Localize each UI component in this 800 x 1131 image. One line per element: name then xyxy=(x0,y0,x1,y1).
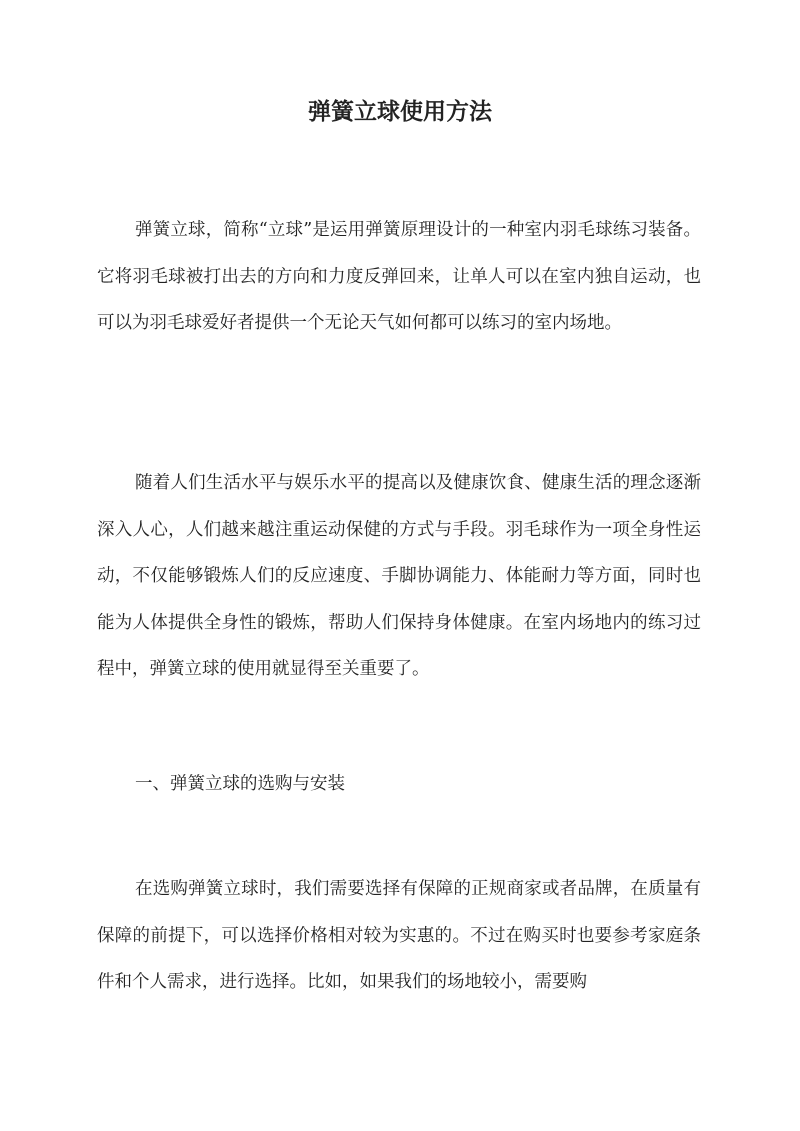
intro-paragraph: 弹簧立球，简称“立球”是运用弹簧原理设计的一种室内羽毛球练习装备。它将羽毛球被打出去的方向和力度反弹回来，让单人可以在室内独自运动，也可以为羽毛球爱好者提供一个无论天气如何都可以练习的室内场地。 xyxy=(97,220,701,334)
background-paragraph: 随着人们生活水平与娱乐水平的提高以及健康饮食、健康生活的理念逐渐深入人心，人们越来越注重运动保健的方式与手段。羽毛球作为一项全身性运动，不仅能够锻炼人们的反应速度、手脚协调能力、体能耐力等方面，同时也能为人体提供全身性的锻炼，帮助人们保持身体健康。在室内场地内的练习过程中，弹簧立球的使用就显得至关重要了。 xyxy=(97,473,701,680)
section-heading: 一、弹簧立球的选购与安装 xyxy=(135,774,345,794)
section-paragraph: 在选购弹簧立球时，我们需要选择有保障的正规商家或者品牌，在质量有保障的前提下，可以选择价格相对较为实惠的。不过在购买时也要参考家庭条件和个人需求，进行选择。比如，如果我们的场地较小，需要购 xyxy=(97,879,701,993)
document-title: 弹簧立球使用方法 xyxy=(308,98,492,125)
